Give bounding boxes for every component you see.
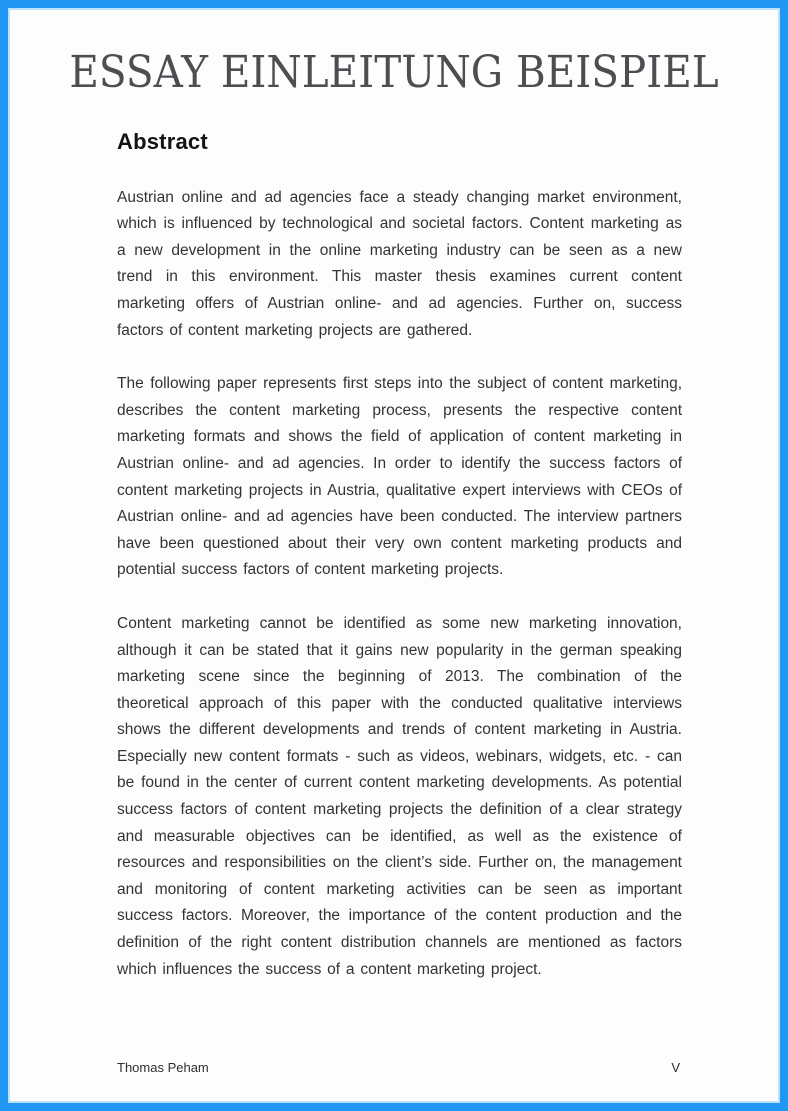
- page-title: ESSAY EINLEITUNG BEISPIEL: [69, 47, 719, 98]
- abstract-paragraph-2: The following paper represents first steps into the subject of content marketing, describes the content marketing process, presents the respective content marketing formats and shows the field of application of content marketing in Austrian online- and ad agencies. In order to identify the success factors of content marketing projects in Austria, qualitative expert interviews with CEOs of Austrian online- and ad agencies have been conducted. The interview partners have been questioned about their very own content marketing products and potential success factors of content marketing projects.: [117, 375, 682, 579]
- footer-author: Thomas Peham: [117, 1060, 209, 1075]
- footer-page-number: V: [671, 1060, 680, 1075]
- abstract-heading: Abstract: [117, 128, 208, 154]
- abstract-section: [117, 129, 682, 984]
- abstract-paragraph-1: Austrian online and ad agencies face a steady changing market environment, which is influenced by technological and societal factors. Content marketing as a new development in the online marketing industry can be seen as a new trend in this environment. This master thesis examines current content marketing offers of Austrian online- and ad agencies. Further on, success factors of content marketing projects are gathered.: [117, 188, 682, 339]
- abstract-paragraph-3: Content marketing cannot be identified as some new marketing innovation, although it can be stated that it gains new popularity in the german speaking marketing scene since the beginning of 2013. The combination of the theoretical approach of this paper with the conducted qualitative interviews shows the different developments and trends of content marketing in Austria. Especially new content formats - such as videos, webinars, widgets, etc. - can be found in the center of current content marketing developments. As potential success factors of content marketing projects the definition of a clear strategy and measurable objectives can be identified, as well as the existence of resources and responsibilities on the client’s side. Further on, the management and monitoring of content marketing activities can be seen as important success factors. Moreover, the importance of the content production and the definition of the right content distribution channels are mentioned as factors which influences the success of a content marketing project.: [117, 614, 682, 978]
- page-footer: [117, 1060, 680, 1075]
